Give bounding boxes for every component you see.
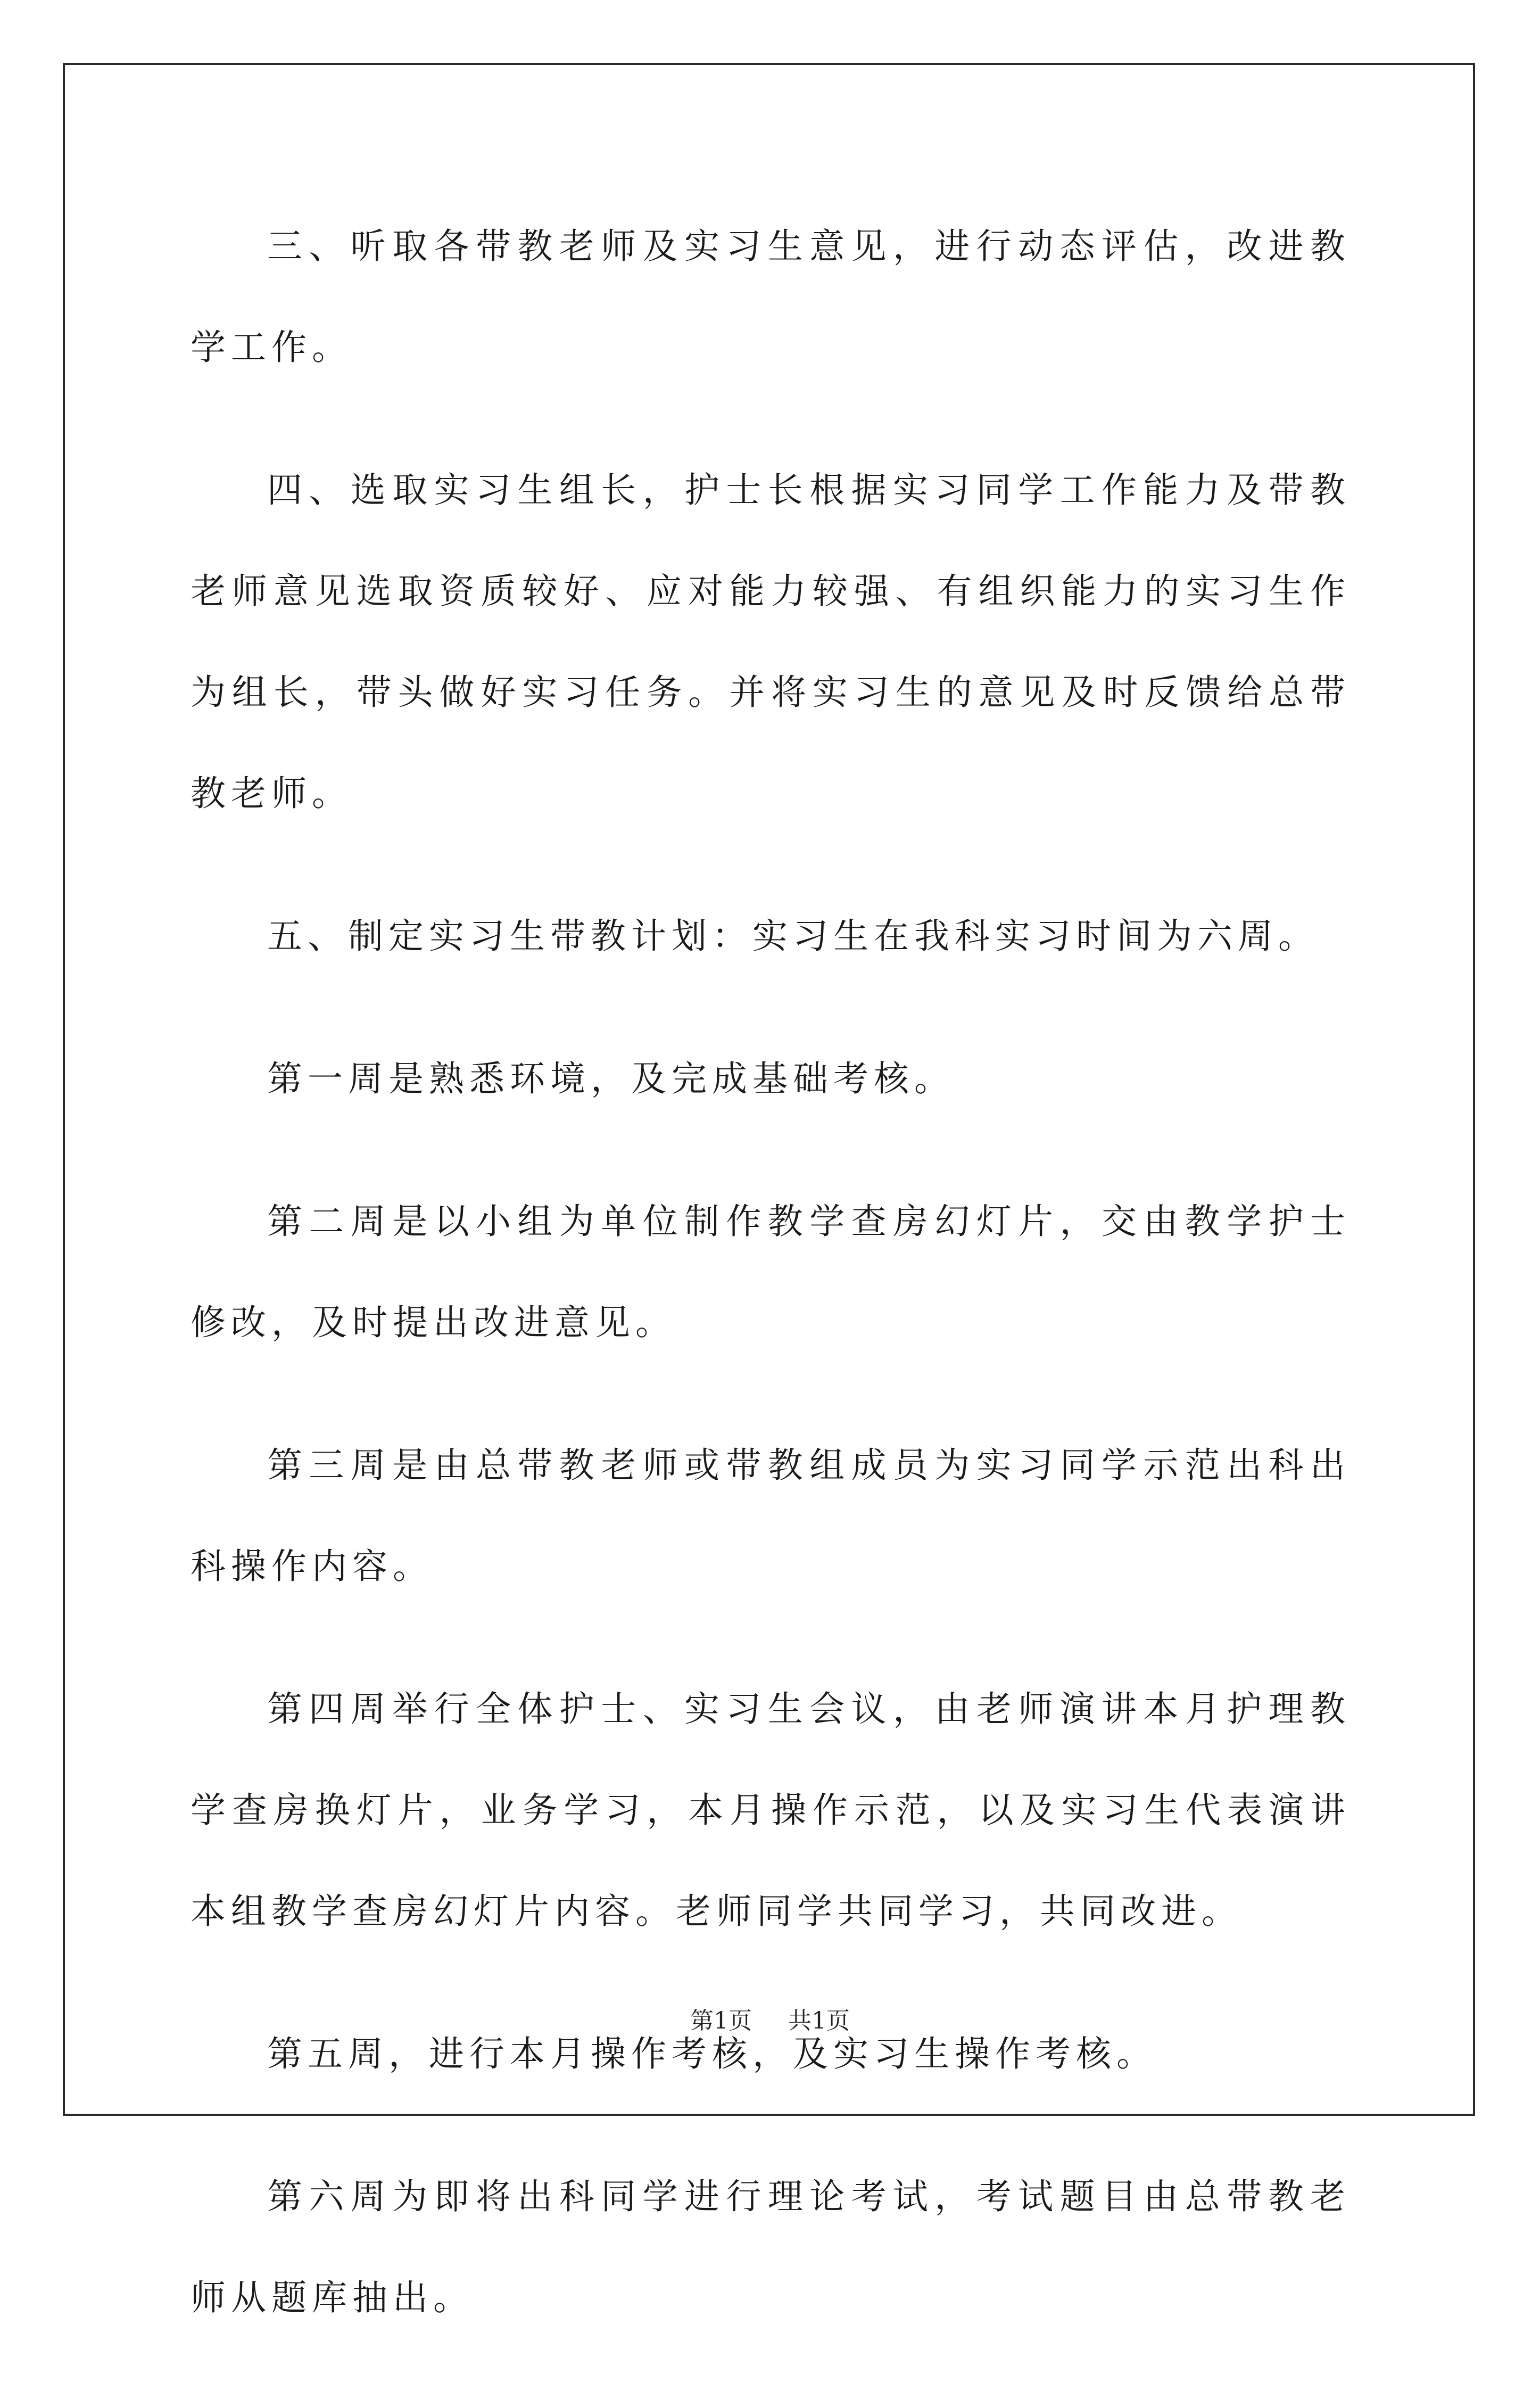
page-total: 共1页	[788, 2007, 850, 2034]
paragraph: 四、选取实习生组长，护士长根据实习同学工作能力及带教老师意见选取资质较好、应对能力较强、有组织能力的实习生作为组长，带头做好实习任务。并将实习生的意见及时反馈给总带教老师。	[191, 469, 1351, 814]
paragraph: 第一周是熟悉环境，及完成基础考核。	[267, 1058, 955, 1099]
paragraph: 第二周是以小组为单位制作教学查房幻灯片，交由教学护士修改，及时提出改进意见。	[191, 1201, 1351, 1343]
paragraph: 第四周举行全体护士、实习生会议，由老师演讲本月护理教学查房换灯片，业务学习，本月操作示范，以及实习生代表演讲本组教学查房幻灯片内容。老师同学共同学习，共同改进。	[191, 1688, 1351, 1932]
paragraph: 第三周是由总带教老师或带教组成员为实习同学示范出科出科操作内容。	[191, 1445, 1351, 1587]
paragraph: 第五周，进行本月操作考核，及实习生操作考核。	[267, 2033, 1157, 2074]
paragraph: 三、听取各带教老师及实习生意见，进行动态评估，改进教学工作。	[191, 226, 1351, 368]
page-footer	[0, 2001, 1540, 2035]
page-number: 第1页	[690, 2007, 752, 2034]
paragraph: 五、制定实习生带教计划：实习生在我科实习时间为六周。	[267, 916, 1319, 957]
paragraph: 第六周为即将出科同学进行理论考试，考试题目由总带教老师从题库抽出。	[191, 2176, 1351, 2318]
document-body	[191, 196, 1351, 2390]
